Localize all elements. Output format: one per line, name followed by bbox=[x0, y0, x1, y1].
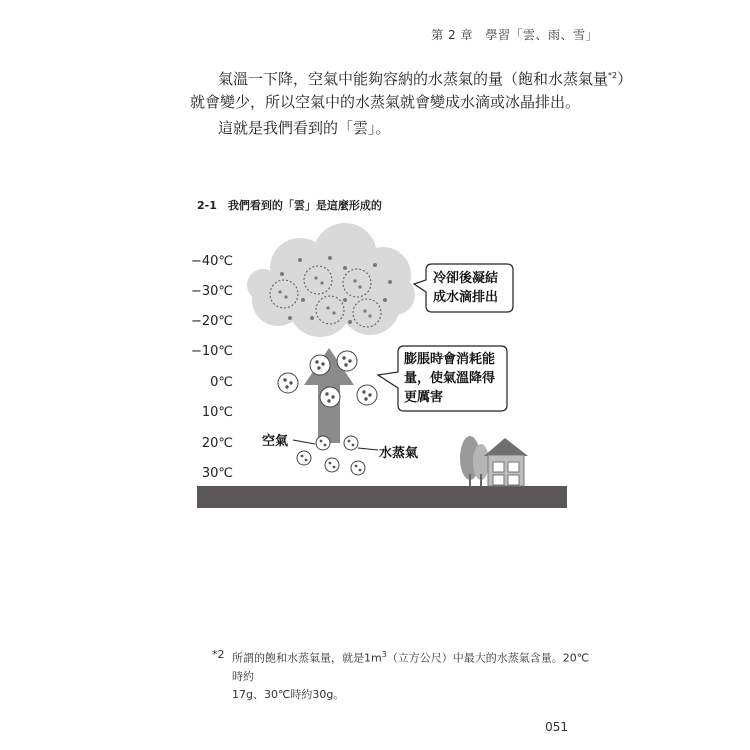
temp-label-20: 20℃ bbox=[201, 436, 233, 451]
callout-cloud-line-2: 成水滴排出 bbox=[433, 290, 499, 305]
vapor-leader-line bbox=[358, 448, 378, 450]
footnote bbox=[212, 646, 600, 704]
callout-expand-line-2: 量，使氣溫降得 bbox=[404, 371, 496, 386]
body-line-1-end: ） bbox=[617, 70, 633, 88]
body-line-1-text: 氣溫一下降，空氣中能夠容納的水蒸氣的量（飽和水蒸氣量 bbox=[218, 70, 609, 88]
temp-label-minus40: −40℃ bbox=[190, 254, 233, 269]
footnote-line-2: 17g、30℃時約30g。 bbox=[232, 687, 345, 701]
body-line-3: 這就是我們看到的「雲」。 bbox=[218, 119, 391, 137]
cloud bbox=[247, 223, 415, 337]
temp-label-0: 0℃ bbox=[210, 375, 233, 390]
callout-expand-line-3: 更厲害 bbox=[404, 390, 444, 405]
ground bbox=[197, 486, 567, 508]
air-leader-line bbox=[293, 440, 315, 444]
footnote-ref: *2 bbox=[608, 71, 618, 80]
temp-label-minus10: −10℃ bbox=[190, 344, 233, 359]
body-line-2: 就會變少，所以空氣中的水蒸氣就會變成水滴或冰晶排出。 bbox=[190, 93, 581, 111]
label-water-vapor: 水蒸氣 bbox=[379, 446, 419, 461]
chapter-header: 第 2 章 學習「雲、雨、雪」 bbox=[431, 28, 598, 42]
footnote-line-1-a: 所謂的飽和水蒸氣量，就是1m bbox=[232, 651, 382, 665]
callout-cloud-text bbox=[433, 269, 498, 307]
callout-expand-line-1: 膨脹時會消耗能 bbox=[404, 352, 496, 367]
label-air: 空氣 bbox=[262, 434, 289, 449]
footnote-line-1-b: （立方公尺）中最大的水蒸氣含量。20℃時約 bbox=[232, 651, 590, 683]
temp-label-30: 30℃ bbox=[201, 466, 233, 481]
temp-label-10: 10℃ bbox=[201, 405, 233, 420]
figure-title: 2-1 我們看到的「雲」是這麼形成的 bbox=[197, 199, 382, 212]
footnote-sup: 3 bbox=[381, 650, 387, 659]
tree bbox=[460, 436, 489, 486]
page-number: 051 bbox=[545, 720, 568, 734]
footnote-line-1 bbox=[220, 646, 600, 686]
house bbox=[484, 438, 528, 486]
callout-cloud-line-1: 冷卻後凝結 bbox=[433, 271, 499, 286]
temp-label-minus20: −20℃ bbox=[190, 314, 233, 329]
footnote-mark: *2 bbox=[212, 648, 225, 661]
callout-expand-text bbox=[404, 350, 495, 407]
temp-label-minus30: −30℃ bbox=[190, 284, 233, 299]
